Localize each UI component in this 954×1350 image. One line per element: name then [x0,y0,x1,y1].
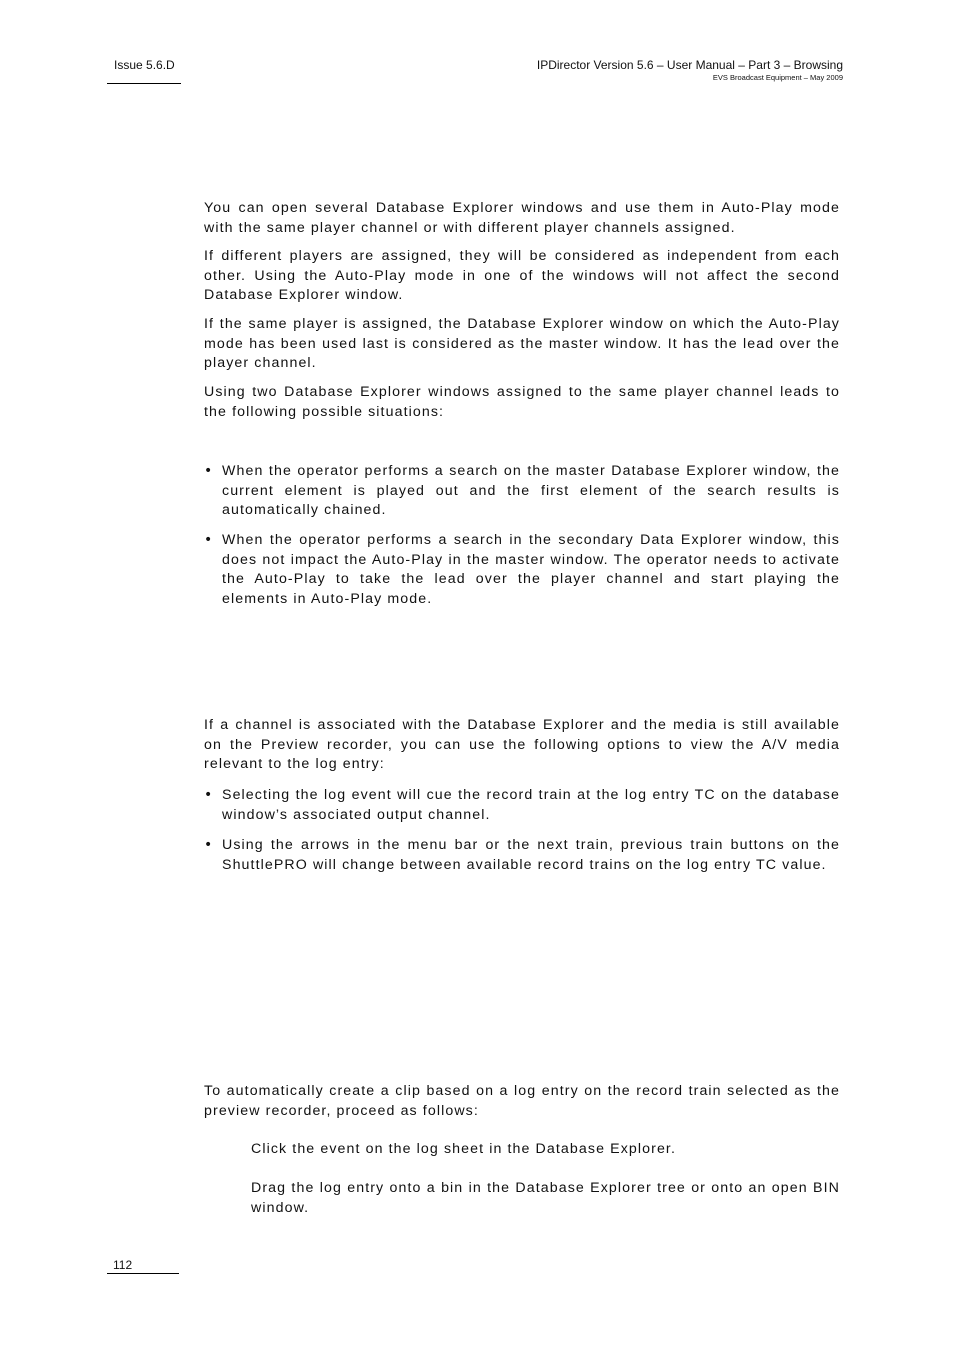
list-item-text: When the operator performs a search on the master Database Explorer window, the current element is played out and the first element of the search results is automatically chained. [222,463,840,518]
paragraph: If the same player is assigned, the Database Explorer window on which the Auto-Play mode has been used last is considered as the master window. It has the lead over the player channel. [204,316,840,371]
list-item [204,462,840,521]
procedure-step: Drag the log entry onto a bin in the Database Explorer tree or onto an open BIN window. [251,1180,840,1216]
list-item-text: Using the arrows in the menu bar or the next train, previous train buttons on the ShuttlePRO will change between available record trains on the log entry TC value. [222,837,840,873]
paragraph: If a channel is associated with the Database Explorer and the media is still available on the Preview recorder, you can use the following options to view the A/V media relevant to the log entry: [204,717,840,772]
list-item [204,786,840,825]
bullet-icon: • [204,532,213,548]
header-rule [107,83,181,84]
list-item-text: Selecting the log event will cue the record train at the log entry TC on the database window’s associated output channel. [222,787,840,823]
paragraph: Using two Database Explorer windows assigned to the same player channel leads to the following possible situations: [204,384,840,420]
running-header [537,58,843,83]
paragraph: You can open several Database Explorer windows and use them in Auto-Play mode with the same player channel or with different player channels assigned. [204,200,840,236]
manual-title: IPDirector Version 5.6 – User Manual – Part 3 – Browsing [536,58,843,72]
bullet-icon: • [204,837,213,853]
paragraph: To automatically create a clip based on a log entry on the record train selected as the preview recorder, proceed as follows: [204,1083,840,1119]
footer-rule [107,1273,179,1274]
bullet-icon: • [204,787,213,803]
manual-subtitle: EVS Broadcast Equipment – May 2009 [712,73,843,82]
paragraph: If different players are assigned, they will be considered as independent from each other. Using the Auto-Play mode in one of the windows will not affect the second Database Explorer window. [204,248,840,303]
list-item-text: When the operator performs a search in the secondary Data Explorer window, this does not impact the Auto-Play in the master window. The operator needs to activate the Auto-Play to take the lead over the player channel and start playing the elements in Auto-Play mode. [222,532,840,607]
page-number: 112 [113,1258,133,1272]
bullet-icon: • [204,463,213,479]
list-item [204,836,840,875]
list-item [204,531,840,609]
procedure-step: Click the event on the log sheet in the Database Explorer. [251,1141,677,1157]
issue-label: Issue 5.6.D [114,58,175,72]
